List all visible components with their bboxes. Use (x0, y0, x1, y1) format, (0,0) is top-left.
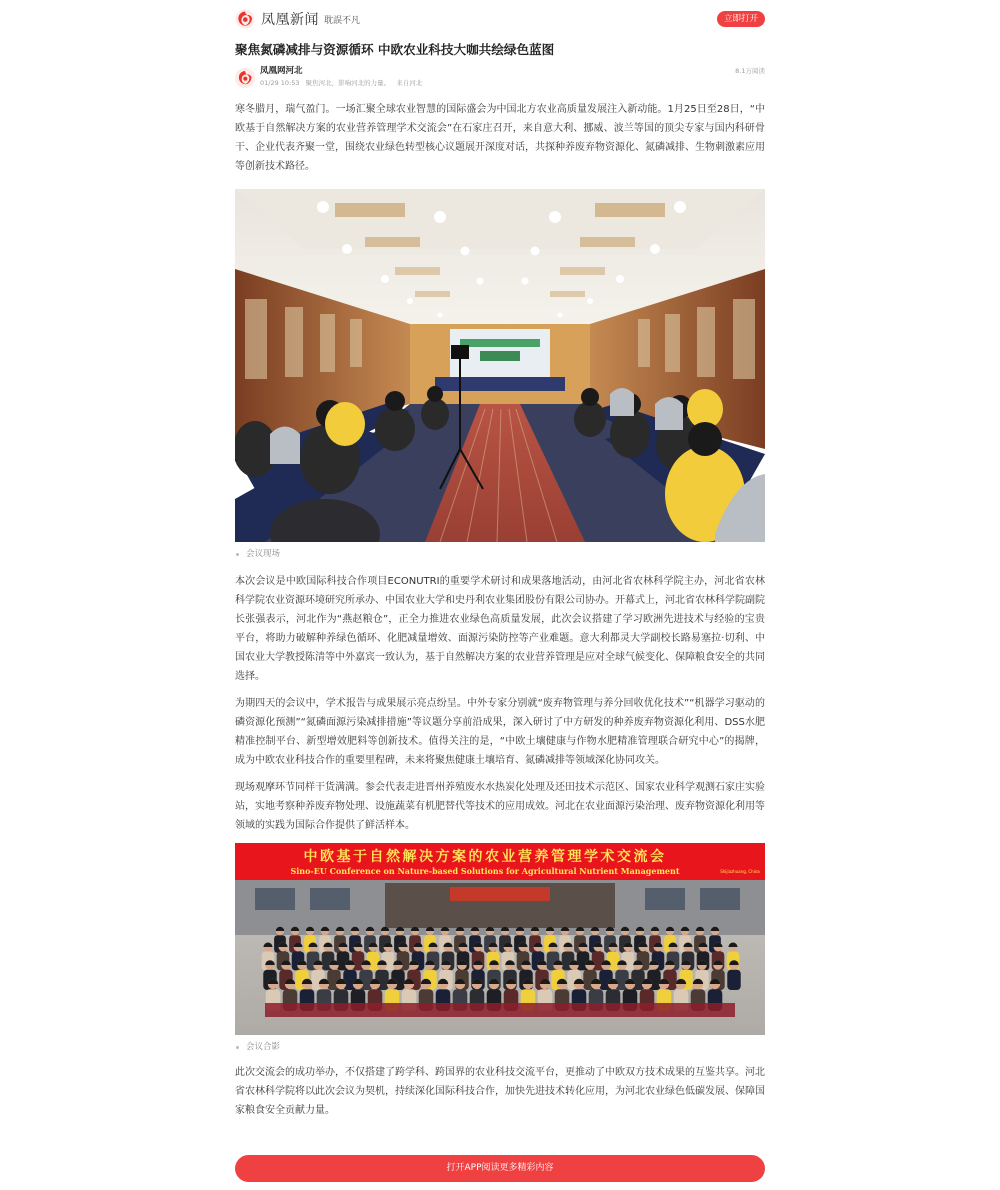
caption-dot (236, 553, 239, 556)
photo-caption (235, 546, 765, 562)
author-name[interactable]: 凤凰网河北 (260, 66, 303, 76)
read-count: 8.1万阅读 (735, 67, 765, 75)
open-app-read-more-button[interactable]: 打开APP阅读更多精彩内容 (235, 1155, 765, 1182)
open-app-button[interactable]: 立即打开 (717, 11, 765, 27)
article-paragraph: 现场观摩环节同样干货满满。参会代表走进晋州养殖废水水热炭化处理及还田技术示范区、国家农业科学观测石家庄实验站，实地考察种养废弃物处理、设施蔬菜有机肥替代等技术的应用成效。河北在农业面源污染治理、废弃物资源化利用等领域的实践为国际合作提供了鲜活样本。 (235, 782, 765, 831)
article-paragraph: 本次会议是中欧国际科技合作项目ECONUTRI的重要学术研讨和成果落地活动，由河北省农林科学院主办，河北省农林科学院农业资源环境研究所承办、中国农业大学和史丹利农业集团股份有限公司协办。开幕式上，河北省农林科学院副院长张强表示，河北作为“燕赵粮仓”，正全力推进农业绿色高质量发展，此次会议搭建了学习欧洲先进技术与经验的宝贵平台，将助力破解种养绿色循环、化肥减量增效、面源污染防控等产业难题。意大利都灵大学副校长路易塞拉·切利、中国农业大学教授陈清等中外嘉宾一致认为，基于自然解决方案的农业营养管理是应对全球气候变化、保障粮食安全的共同选择。 (235, 576, 765, 682)
photo-caption (235, 1039, 765, 1055)
logo[interactable] (235, 8, 360, 30)
article-paragraph: 为期四天的会议中，学术报告与成果展示亮点纷呈。中外专家分别就“废弃物管理与养分回收优化技术”“机器学习驱动的磷资源化预测”“氮磷面源污染减排措施”等议题分享前沿成果，深入研讨了中方研发的种养废弃物资源化利用、DSS水肥精准控制平台、新型增效肥料等创新技术。值得关注的是，“中欧土壤健康与作物水肥精准管理联合研究中心”的揭牌，成为中欧农业科技合作的重要里程碑，未来将聚焦健康土壤培育、氮磷减排等领域深化协同攻关。 (235, 698, 765, 766)
logo-slogan: 耽誤不凡 (324, 15, 361, 26)
phoenix-logo-icon (235, 9, 255, 29)
conference-hall-photo[interactable] (235, 189, 765, 542)
author-description: 聚焦河北，影响河北的力量。 (305, 79, 391, 87)
banner-place: Shijiazhuang, China (720, 869, 760, 874)
person-body (727, 970, 740, 990)
banner-title-cn: 中欧基于自然解决方案的农业营养管理学术交流会 (303, 849, 667, 865)
banner-title-en: Sino-EU Conference on Nature-based Solutions for Agricultural Nutrient Management (290, 866, 680, 876)
logo-text: 凤凰新闻 (261, 12, 319, 28)
author-avatar[interactable] (235, 68, 255, 88)
caption-text: 会议合影 (246, 1042, 281, 1052)
author-row (235, 65, 765, 91)
caption-dot (236, 1046, 239, 1049)
article-paragraph: 此次交流会的成功举办，不仅搭建了跨学科、跨国界的农业科技交流平台，更推动了中欧双方技术成果的互鉴共享。河北省农林科学院将以此次会议为契机，持续深化国际科技合作，加快先进技术转化应用，为河北农业绿色低碳发展、保障国家粮食安全贡献力量。 (235, 1067, 765, 1116)
top-bar (235, 2, 765, 36)
publish-time: 01/29 10:53 (260, 79, 300, 87)
phoenix-avatar-icon (235, 68, 255, 88)
article-title: 聚焦氮磷减排与资源循环 中欧农业科技大咖共绘绿色蓝图 (235, 42, 555, 57)
article-paragraph: 寒冬腊月，瑞气盈门。一场汇聚全球农业智慧的国际盛会为中国北方农业高质量发展注入新动能。1月25日至28日，“中欧基于自然解决方案的农业营养管理学术交流会”在石家庄召开，来自意大利、挪威、波兰等国的顶尖专家与国内科研骨干、企业代表齐聚一堂，围绕农业绿色转型核心议题展开深度对话，共探种养废弃物资源化、氮磷减排、生物刺激素应用等创新技术路径。 (235, 104, 765, 172)
group-photo[interactable] (235, 843, 765, 1035)
author-meta (260, 78, 426, 88)
caption-text: 会议现场 (246, 549, 281, 559)
article-page (235, 0, 765, 1120)
article-source: 来自河北 (396, 79, 423, 87)
